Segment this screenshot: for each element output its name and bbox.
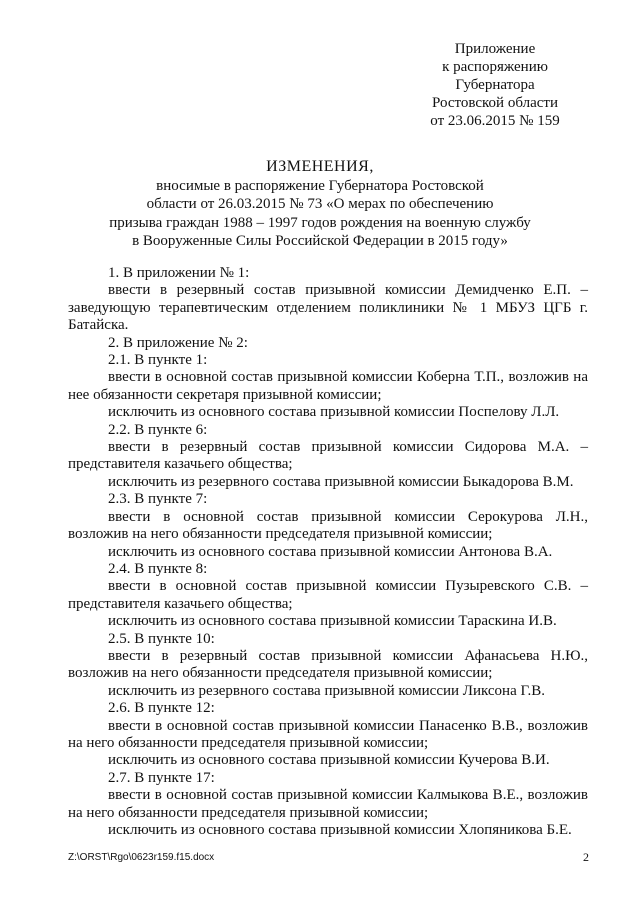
title-line: призыва граждан 1988 – 1997 годов рождения на военную службу xyxy=(109,214,531,231)
paragraph: исключить из основного состава призывной комиссии Хлопяникова Б.Е. xyxy=(108,822,572,838)
paragraph: 2. В приложение № 2: xyxy=(108,334,248,351)
appendix-line: Ростовской области xyxy=(432,95,558,111)
appendix-block xyxy=(380,40,610,130)
paragraph: ввести в основной состав призывной комиссии Пузыревского С.В. – представителя казачьего общества; xyxy=(68,578,588,612)
paragraph: ввести в резервный состав призывной комиссии Сидорова М.А. – представителя казачьего общества; xyxy=(68,439,588,473)
paragraph: исключить из основного состава призывной комиссии Тараскина И.В. xyxy=(108,613,557,630)
file-path: Z:\ORST\Rgo\0623r159.f15.docx xyxy=(68,852,215,863)
title-line: вносимые в распоряжение Губернатора Ростовской xyxy=(156,177,484,194)
paragraph: исключить из резервного состава призывной комиссии Быкадорова В.М. xyxy=(108,473,574,490)
paragraph: ввести в основной состав призывной комиссии Калмыкова В.Е., возложив на него обязанности председателя призывной комиссии; xyxy=(68,787,588,821)
paragraph: 2.2. В пункте 6: xyxy=(108,421,208,438)
appendix-line: Губернатора xyxy=(455,77,535,93)
document-title xyxy=(70,158,570,251)
paragraph: исключить из основного состава призывной комиссии Поспелову Л.Л. xyxy=(108,404,560,421)
paragraph: 2.4. В пункте 8: xyxy=(108,560,208,577)
paragraph: исключить из основного состава призывной комиссии Антонова В.А. xyxy=(108,543,553,560)
paragraph: исключить из основного состава призывной комиссии Кучерова В.И. xyxy=(108,752,550,769)
paragraph: 2.3. В пункте 7: xyxy=(108,491,208,508)
paragraph: 2.7. В пункте 17: xyxy=(108,769,215,786)
paragraph: 2.1. В пункте 1: xyxy=(108,352,208,369)
paragraph: 2.6. В пункте 12: xyxy=(108,700,215,717)
page-number: 2 xyxy=(583,850,589,864)
appendix-line: к распоряжению xyxy=(442,59,548,75)
title-line: в Вооруженные Силы Российской Федерации в 2015 году» xyxy=(132,233,508,249)
paragraph: ввести в резервный состав призывной комиссии Демидченко Е.П. – заведующую терапевтическим отделением поликлиники № 1 МБУЗ ЦГБ г. Батайска. xyxy=(68,282,588,334)
appendix-line: Приложение xyxy=(454,41,536,57)
paragraph: исключить из резервного состава призывной комиссии Ликсона Г.В. xyxy=(108,682,545,699)
paragraph: ввести в резервный состав призывной комиссии Афанасьева Н.Ю., возложив на него обязанности председателя призывной комиссии; xyxy=(68,647,588,682)
paragraph: 2.5. В пункте 10: xyxy=(108,630,215,647)
title-line: области от 26.03.2015 № 73 «О мерах по обеспечению xyxy=(146,196,494,212)
title-heading: ИЗМЕНЕНИЯ, xyxy=(266,158,374,175)
paragraph: ввести в основной состав призывной комиссии Панасенко В.В., возложив на него обязанности председателя призывной комиссии; xyxy=(68,717,588,751)
appendix-line: от 23.06.2015 № 159 xyxy=(430,113,560,129)
paragraph: ввести в основной состав призывной комиссии Серокурова Л.Н., возложив на него обязанности председателя призывной комиссии; xyxy=(68,508,588,543)
paragraph: ввести в основной состав призывной комиссии Коберна Т.П., возложив на нее обязанности секретаря призывной комиссии; xyxy=(68,369,588,403)
document-body xyxy=(68,265,588,839)
paragraph: 1. В приложении № 1: xyxy=(108,265,250,281)
